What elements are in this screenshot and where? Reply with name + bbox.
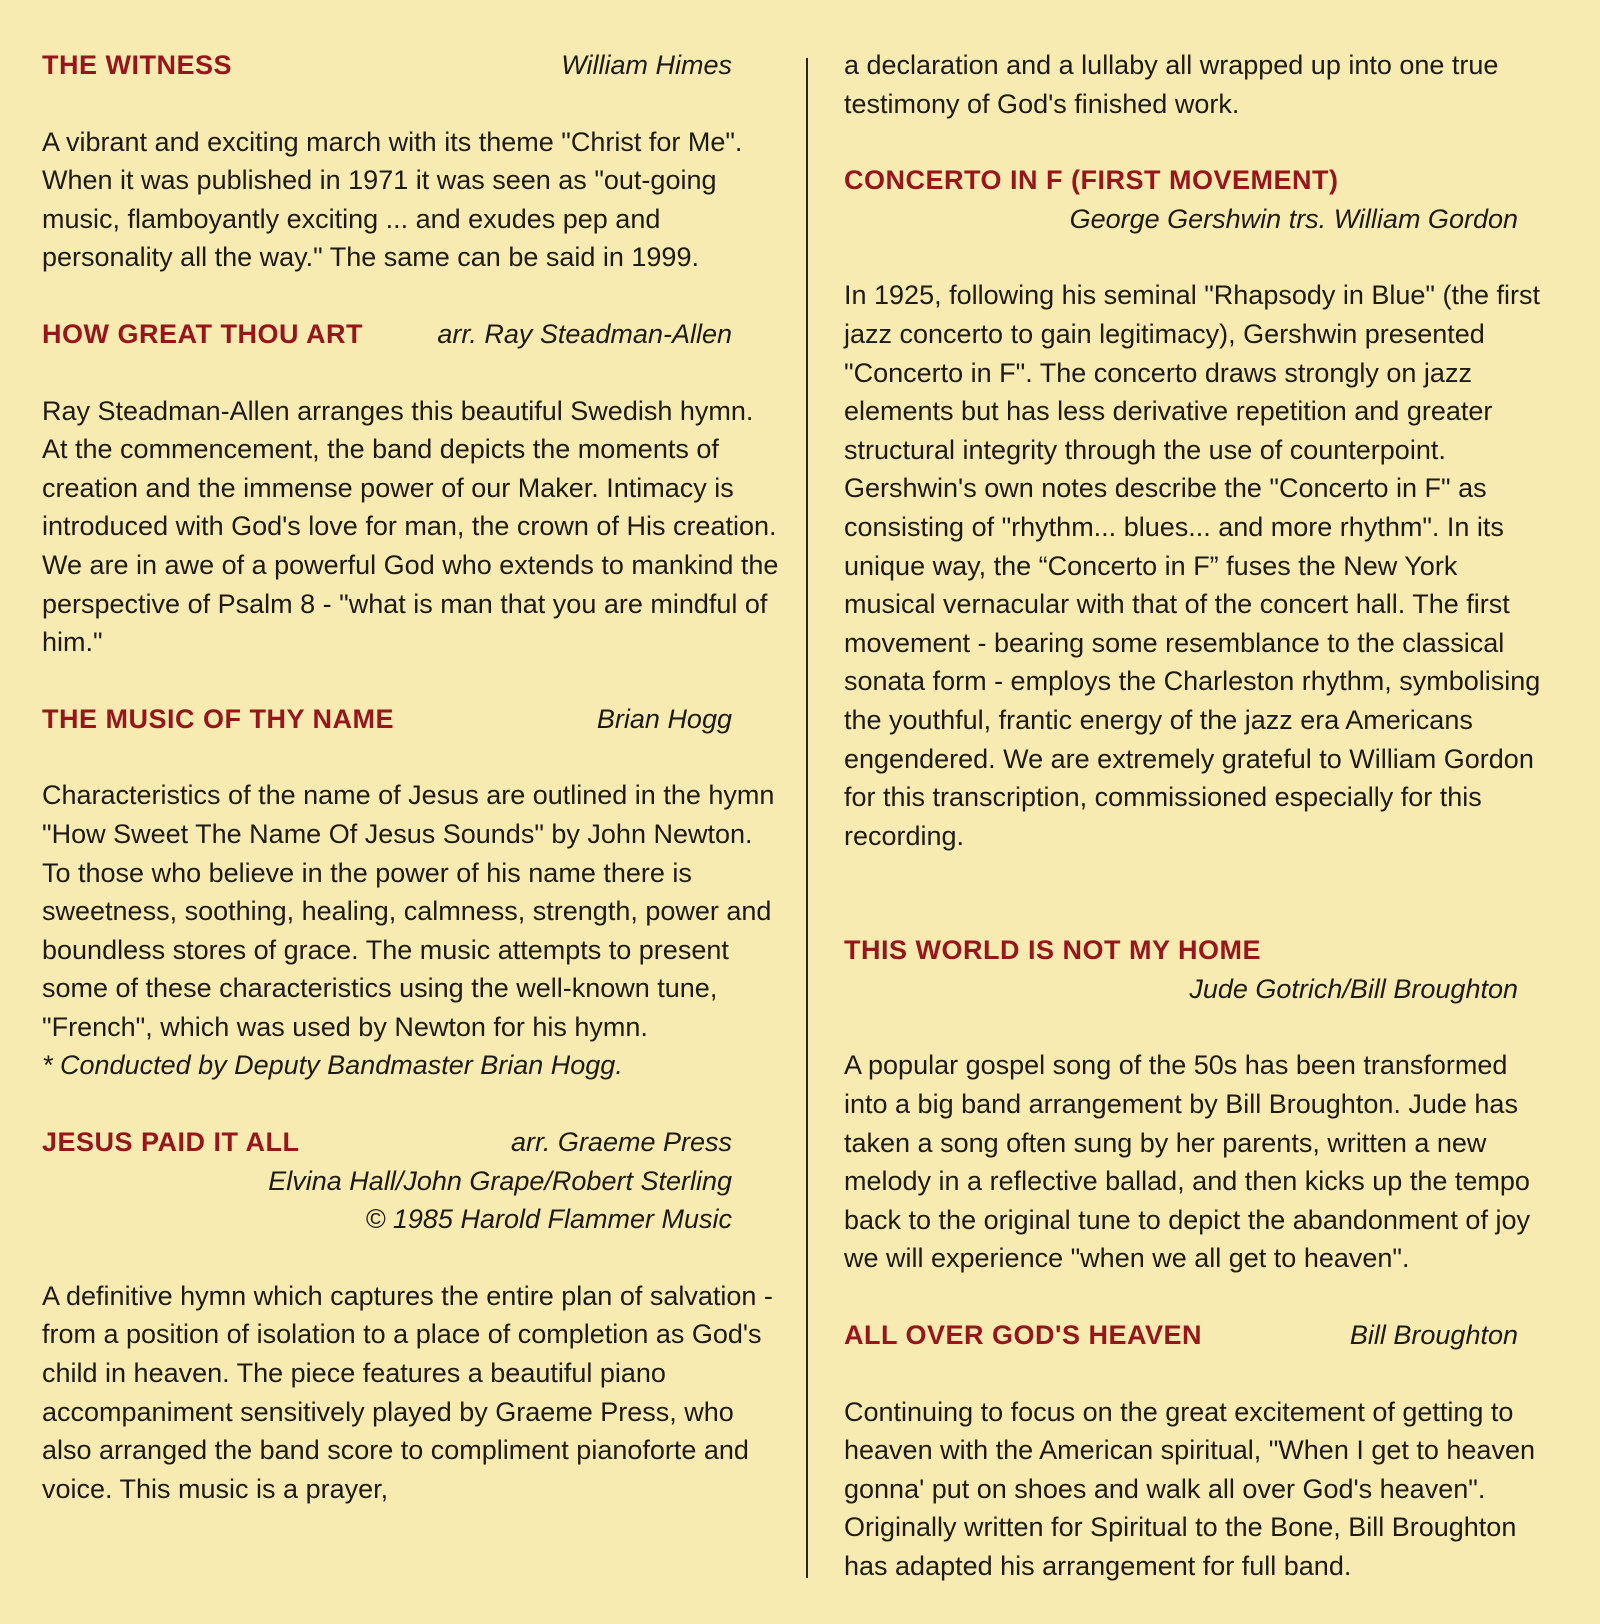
track-title: JESUS PAID IT ALL <box>42 1127 300 1158</box>
track-description: A popular gospel song of the 50s has been transformed into a big band arrangement by Bill Broughton. Jude has taken a song often sung by her parents, written a new melody in a reflective ballad, and then kicks up the tempo back to the original tune to depict the abandonment of joy we will experience "when we all get to heaven". <box>844 1050 1530 1274</box>
track-composer: Brian Hogg <box>596 703 732 734</box>
track-title: ALL OVER GOD'S HEAVEN <box>844 1320 1202 1351</box>
track-composer: William Himes <box>561 50 732 80</box>
track-description: Ray Steadman-Allen arranges this beautiful Swedish hymn. At the commencement, the band depicts the moments of creation and the immense power of our Maker. Intimacy is introduced with God's love for man, the crown of His creation. We are in awe of a powerful God who extends to mankind the perspective of Psalm 8 - "what is man that you are mindful of him." <box>42 395 779 658</box>
track-jesus-paid-it-all <box>42 1123 780 1508</box>
track-composer: arr. Ray Steadman-Allen <box>437 318 732 349</box>
track-composer: arr. Graeme Press <box>510 1127 732 1158</box>
track-this-world-is-not-my-home <box>844 931 1556 1278</box>
track-description: A vibrant and exciting march with its theme "Christ for Me". When it was published in 1971 it was seen as "out-going music, flamboyantly exciting ... and exudes pep and personality all the way." The same can be said in 1999. <box>42 126 743 273</box>
track-concerto-in-f <box>844 161 1556 855</box>
track-title: THE WITNESS <box>42 50 233 80</box>
track-title: CONCERTO IN F (FIRST MOVEMENT) <box>844 165 1339 196</box>
track-composer: Bill Broughton <box>1349 1320 1518 1351</box>
track-composer: George Gershwin trs. William Gordon <box>1069 203 1518 234</box>
track-description: In 1925, following his seminal "Rhapsody in Blue" (the first jazz concerto to gain legitimacy), Gershwin presented "Concerto in F". The concerto draws strongly on jazz elements but has less derivative repetition and greater structural integrity through the use of counterpoint. Gershwin's own notes describe the "Concerto in F" as consisting of "rhythm... blues... and more rhythm". In its unique way, the “Concerto in F” fuses the New York musical vernacular with that of the concert hall. The first movement - bearing some resemblance to the classical sonata form - employs the Charleston rhythm, symbolising the youthful, frantic energy of the jazz era Americans engendered. We are extremely grateful to William Gordon for this transcription, commissioned especially for this recording. <box>844 280 1541 851</box>
track-copyright: © 1985 Harold Flammer Music <box>365 1204 732 1235</box>
track-title: HOW GREAT THOU ART <box>42 318 363 349</box>
track-the-witness <box>42 46 780 277</box>
track-title: THIS WORLD IS NOT MY HOME <box>844 935 1261 966</box>
right-column <box>844 46 1556 1624</box>
track-description: Continuing to focus on the great excitement of getting to heaven with the American spiritual, "When I get to heaven gonna' put on shoes and walk all over God's heaven". Originally written for Spiritual to the Bone, Bill Broughton has adapted his arrangement for full band. <box>844 1396 1535 1581</box>
conductor-note: * Conducted by Deputy Bandmaster Brian Hogg. <box>42 1050 623 1081</box>
track-writers: Elvina Hall/John Grape/Robert Sterling <box>268 1165 732 1196</box>
track-how-great-thou-art <box>42 315 780 662</box>
track-title: THE MUSIC OF THY NAME <box>42 703 395 734</box>
track-all-over-gods-heaven <box>844 1316 1556 1586</box>
track-description: A definitive hymn which captures the entire plan of salvation - from a position of isolation to a place of completion as God's child in heaven. The piece features a beautiful piano accompaniment sensitively played by Graeme Press, who also arranged the band score to compliment pianoforte and voice. This music is a prayer, <box>42 1280 773 1504</box>
continued-description: a declaration and a lullaby all wrapped up into one true testimony of God's finished work. <box>844 50 1499 119</box>
column-divider <box>806 58 808 1578</box>
track-composer: Jude Gotrich/Bill Broughton <box>1189 973 1518 1004</box>
left-column <box>42 46 780 1546</box>
track-music-of-thy-name <box>42 700 780 1085</box>
track-description: Characteristics of the name of Jesus are outlined in the hymn "How Sweet The Name Of Jesus Sounds" by John Newton. To those who believe in the power of his name there is sweetness, soothing, healing, calmness, strength, power and boundless stores of grace. The music attempts to present some of these characteristics using the well-known tune, "French", which was used by Newton for his hymn. <box>42 780 775 1042</box>
